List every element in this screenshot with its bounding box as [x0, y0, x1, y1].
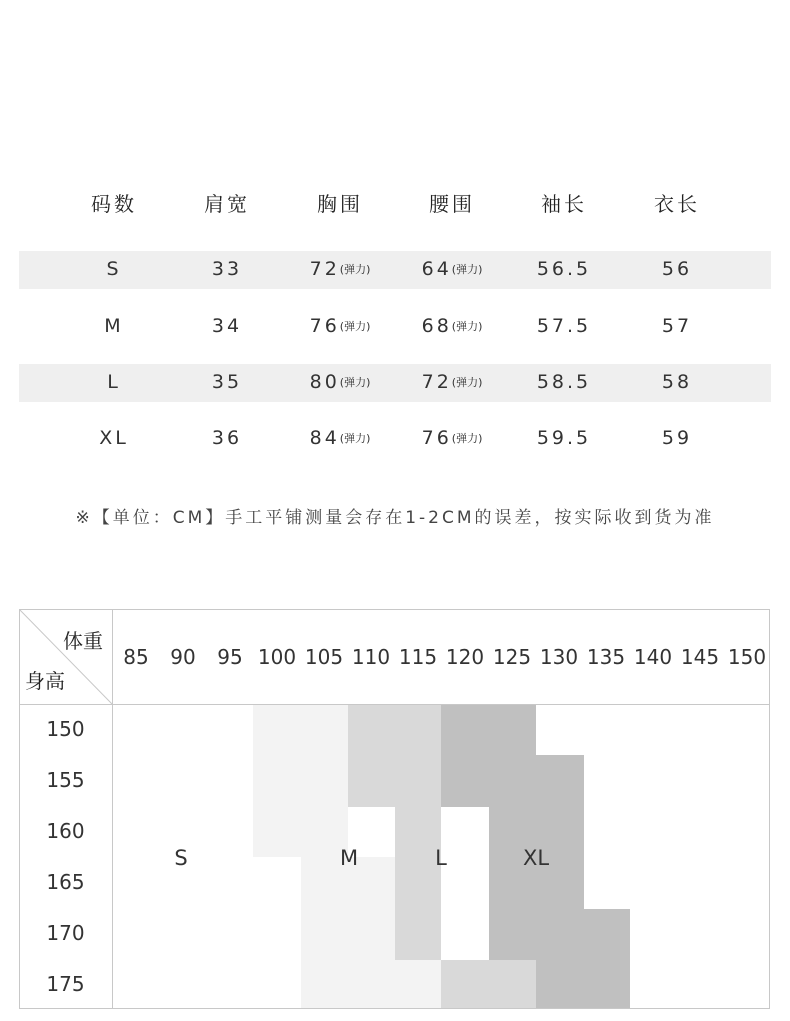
- cell-value: XL: [99, 427, 129, 449]
- cell-waist: [397, 315, 507, 337]
- cell-chest: [285, 258, 395, 280]
- cell-size: [59, 371, 169, 393]
- height-label: 155: [46, 768, 85, 792]
- cell-chest: [285, 427, 395, 449]
- cell-value: 64: [421, 258, 452, 280]
- cell-chest: [285, 315, 395, 337]
- cell-value: M: [104, 315, 124, 337]
- cell-length: [622, 258, 732, 280]
- size-mark-xl: XL: [522, 846, 550, 870]
- height-label: 160: [46, 819, 85, 843]
- cell-length: [622, 427, 732, 449]
- cell-size: [59, 427, 169, 449]
- cell-value: 57: [661, 315, 693, 337]
- size-mark-m: M: [339, 846, 359, 870]
- elastic-tag: (弹力): [451, 376, 483, 389]
- cell-value: S: [106, 258, 122, 280]
- weight-label: 145: [680, 645, 720, 669]
- elastic-tag: (弹力): [339, 376, 371, 389]
- height-axis-label: 身高: [25, 669, 65, 693]
- cell-chest: [285, 371, 395, 393]
- table-row: [19, 251, 771, 289]
- cell-length: [622, 371, 732, 393]
- weight-label: 135: [586, 645, 626, 669]
- cell-value: 80: [309, 371, 340, 393]
- cell-size: [59, 258, 169, 280]
- cell-value: 35: [211, 371, 243, 393]
- elastic-tag: (弹力): [339, 263, 371, 276]
- header-sleeve: 袖长: [541, 192, 587, 216]
- cell-waist: [397, 427, 507, 449]
- elastic-tag: (弹力): [339, 320, 371, 333]
- cell-waist: [397, 371, 507, 393]
- height-label: 165: [46, 870, 85, 894]
- weight-label: 150: [727, 645, 767, 669]
- cell-shoulder: [172, 315, 282, 337]
- chart-border: [19, 609, 770, 1009]
- size-mark-s: S: [174, 846, 188, 870]
- header-shoulder: 肩宽: [204, 192, 250, 216]
- cell-value: 59.5: [536, 427, 592, 449]
- weight-label: 100: [257, 645, 297, 669]
- elastic-tag: (弹力): [451, 263, 483, 276]
- weight-label: 110: [351, 645, 391, 669]
- header-size: 码数: [91, 192, 137, 216]
- size-table-header: [0, 188, 790, 222]
- header-waist: 腰围: [429, 192, 475, 216]
- cell-value: 84: [309, 427, 340, 449]
- cell-value: 34: [211, 315, 243, 337]
- cell-value: 59: [661, 427, 693, 449]
- table-row: [19, 420, 771, 458]
- cell-value: 57.5: [536, 315, 592, 337]
- cell-value: 68: [421, 315, 452, 337]
- height-label: 170: [46, 921, 85, 945]
- cell-value: 58.5: [536, 371, 592, 393]
- cell-shoulder: [172, 427, 282, 449]
- cell-value: 56.5: [536, 258, 592, 280]
- cell-value: 58: [661, 371, 693, 393]
- height-label: 175: [46, 972, 85, 996]
- chart-column-divider: [112, 609, 113, 1009]
- cell-value: 72: [309, 258, 340, 280]
- cell-sleeve: [509, 258, 619, 280]
- cell-waist: [397, 258, 507, 280]
- weight-label: 90: [170, 645, 196, 669]
- table-row: [19, 308, 771, 346]
- height-label: 150: [46, 717, 85, 741]
- cell-value: 33: [211, 258, 243, 280]
- elastic-tag: (弹力): [451, 320, 483, 333]
- weight-label: 120: [445, 645, 485, 669]
- weight-label: 125: [492, 645, 532, 669]
- weight-label: 95: [217, 645, 243, 669]
- cell-value: L: [107, 371, 121, 393]
- cell-sleeve: [509, 371, 619, 393]
- cell-sleeve: [509, 315, 619, 337]
- elastic-tag: (弹力): [339, 432, 371, 445]
- size-mark-l: L: [435, 846, 447, 870]
- cell-value: 76: [309, 315, 340, 337]
- cell-value: 36: [211, 427, 243, 449]
- table-row: [19, 364, 771, 402]
- header-chest: 胸围: [317, 192, 363, 216]
- weight-label: 130: [539, 645, 579, 669]
- weight-label: 105: [304, 645, 344, 669]
- cell-value: 56: [661, 258, 693, 280]
- cell-sleeve: [509, 427, 619, 449]
- weight-label: 140: [633, 645, 673, 669]
- cell-size: [59, 315, 169, 337]
- cell-shoulder: [172, 258, 282, 280]
- cell-value: 72: [421, 371, 452, 393]
- cell-shoulder: [172, 371, 282, 393]
- elastic-tag: (弹力): [451, 432, 483, 445]
- weight-label: 115: [398, 645, 438, 669]
- measurement-note: ※【单位：CM】手工平铺测量会存在1-2CM的误差，按实际收到货为准: [75, 508, 715, 528]
- header-length: 衣长: [654, 192, 700, 216]
- cell-length: [622, 315, 732, 337]
- weight-label: 85: [123, 645, 149, 669]
- chart-header-divider: [19, 704, 770, 705]
- weight-axis-label: 体重: [63, 629, 103, 653]
- cell-value: 76: [421, 427, 452, 449]
